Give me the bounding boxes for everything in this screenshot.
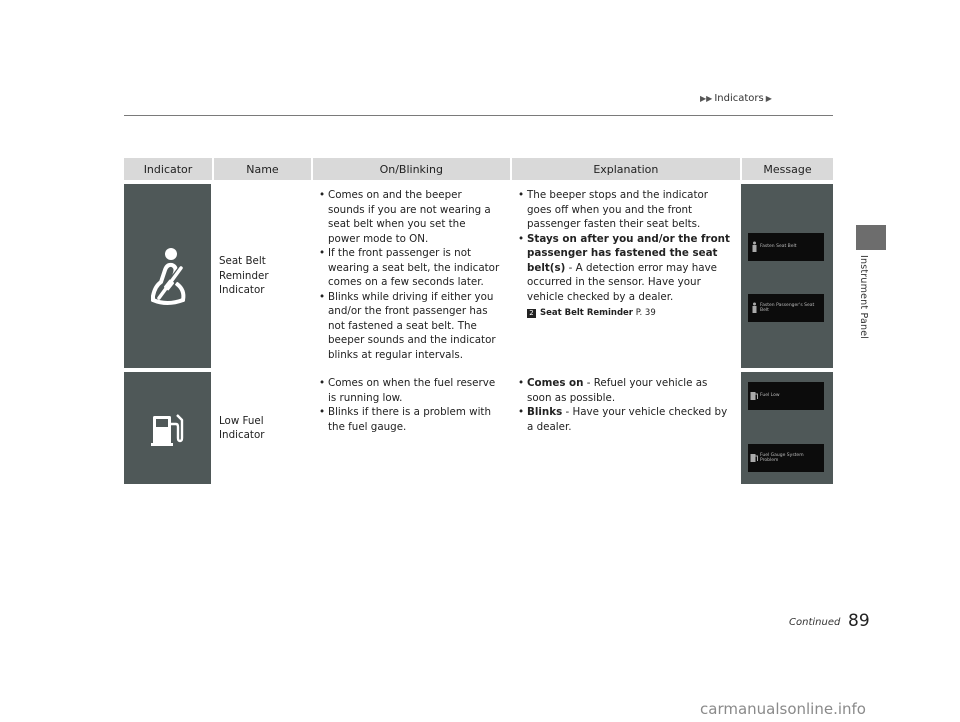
indicator-table <box>124 158 833 484</box>
message-text: Fasten Passenger's Seat Belt <box>760 302 815 313</box>
message-display <box>748 444 824 472</box>
list-item: • If the front passenger is not wearing a seat belt, the indicator comes on a few seconds later. <box>319 246 500 290</box>
chapter-label: Instrument Panel <box>858 255 869 340</box>
list-item: • Blinks while driving if either you and/or the front passenger has not fastened a seat belt. The beeper sounds and the indicator blinks at regular intervals. <box>319 290 500 363</box>
seat-belt-icon <box>748 302 760 314</box>
arrow-icon: 2 <box>527 309 536 318</box>
message-cell <box>741 372 833 484</box>
indicator-cell <box>124 372 213 484</box>
header-message: Message <box>763 162 812 176</box>
list-item: • Comes on and the beeper sounds if you are not wearing a seat belt when you set the power mode to ON. <box>319 188 500 246</box>
header-name: Name <box>214 158 313 180</box>
breadcrumb-section: Indicators <box>714 93 764 104</box>
table-header <box>124 158 833 180</box>
fuel-pump-icon <box>748 453 760 463</box>
indicator-cell <box>124 184 213 368</box>
table-row <box>124 184 833 368</box>
reference-title: Seat Belt Reminder <box>540 308 633 318</box>
explanation-text: - Refuel your vehicle as soon as possible. <box>527 377 708 404</box>
list-item: • Comes on when the fuel reserve is running low. <box>319 376 500 405</box>
chapter-tab <box>856 225 886 250</box>
list-item <box>518 376 731 405</box>
seat-belt-icon <box>141 246 195 306</box>
explanation-text: - A detection error may have occurred in the sensor. Have your vehicle checked by a dealer. <box>527 261 718 303</box>
breadcrumb <box>700 93 840 104</box>
message-text: Fasten Seat Belt <box>760 244 797 250</box>
indicator-name: Low Fuel Indicator <box>219 414 265 441</box>
continued-label: Continued <box>789 617 841 628</box>
fuel-pump-icon <box>148 408 188 448</box>
explanation-cell <box>510 372 741 484</box>
explanation-bold: Blinks <box>527 406 563 418</box>
explanation-bold: Stays on after you and/or the front passenger has fastened the seat belt(s) <box>527 232 730 274</box>
triangle-right-icon: ▶▶ <box>700 94 713 103</box>
header-indicator: Indicator <box>124 158 214 180</box>
indicator-name: Seat Belt Reminder Indicator <box>219 255 269 297</box>
watermark: carmanualsonline.info <box>700 700 866 718</box>
name-cell <box>213 184 311 368</box>
message-text: Fuel Low <box>760 393 780 399</box>
name-cell <box>213 372 311 484</box>
triangle-right-icon: ▶ <box>765 94 772 103</box>
list-item <box>518 188 731 232</box>
on-blinking-cell <box>311 184 510 368</box>
explanation-bold: Comes on <box>527 377 584 389</box>
reference-page: P. 39 <box>635 308 656 318</box>
header-on-blinking: On/Blinking <box>313 158 512 180</box>
table-row <box>124 372 833 484</box>
explanation-text: - Have your vehicle checked by a dealer. <box>527 406 728 433</box>
explanation-text: The beeper stops and the indicator goes off when you and the front passenger fasten their seat belts. <box>527 189 709 230</box>
seat-belt-icon <box>748 241 760 253</box>
list-item <box>518 232 731 305</box>
header-explanation: Explanation <box>512 158 742 180</box>
on-blinking-cell <box>311 372 510 484</box>
message-text: Fuel Gauge System Problem <box>760 452 804 463</box>
list-item <box>518 405 731 434</box>
message-display <box>748 382 824 410</box>
message-cell <box>741 184 833 368</box>
header-rule <box>124 115 833 116</box>
page-reference[interactable] <box>518 306 731 321</box>
explanation-cell <box>510 184 741 368</box>
message-display <box>748 294 824 322</box>
list-item: • Blinks if there is a problem with the fuel gauge. <box>319 405 500 434</box>
message-display <box>748 233 824 261</box>
page-number: 89 <box>848 611 870 631</box>
fuel-pump-icon <box>748 391 760 401</box>
